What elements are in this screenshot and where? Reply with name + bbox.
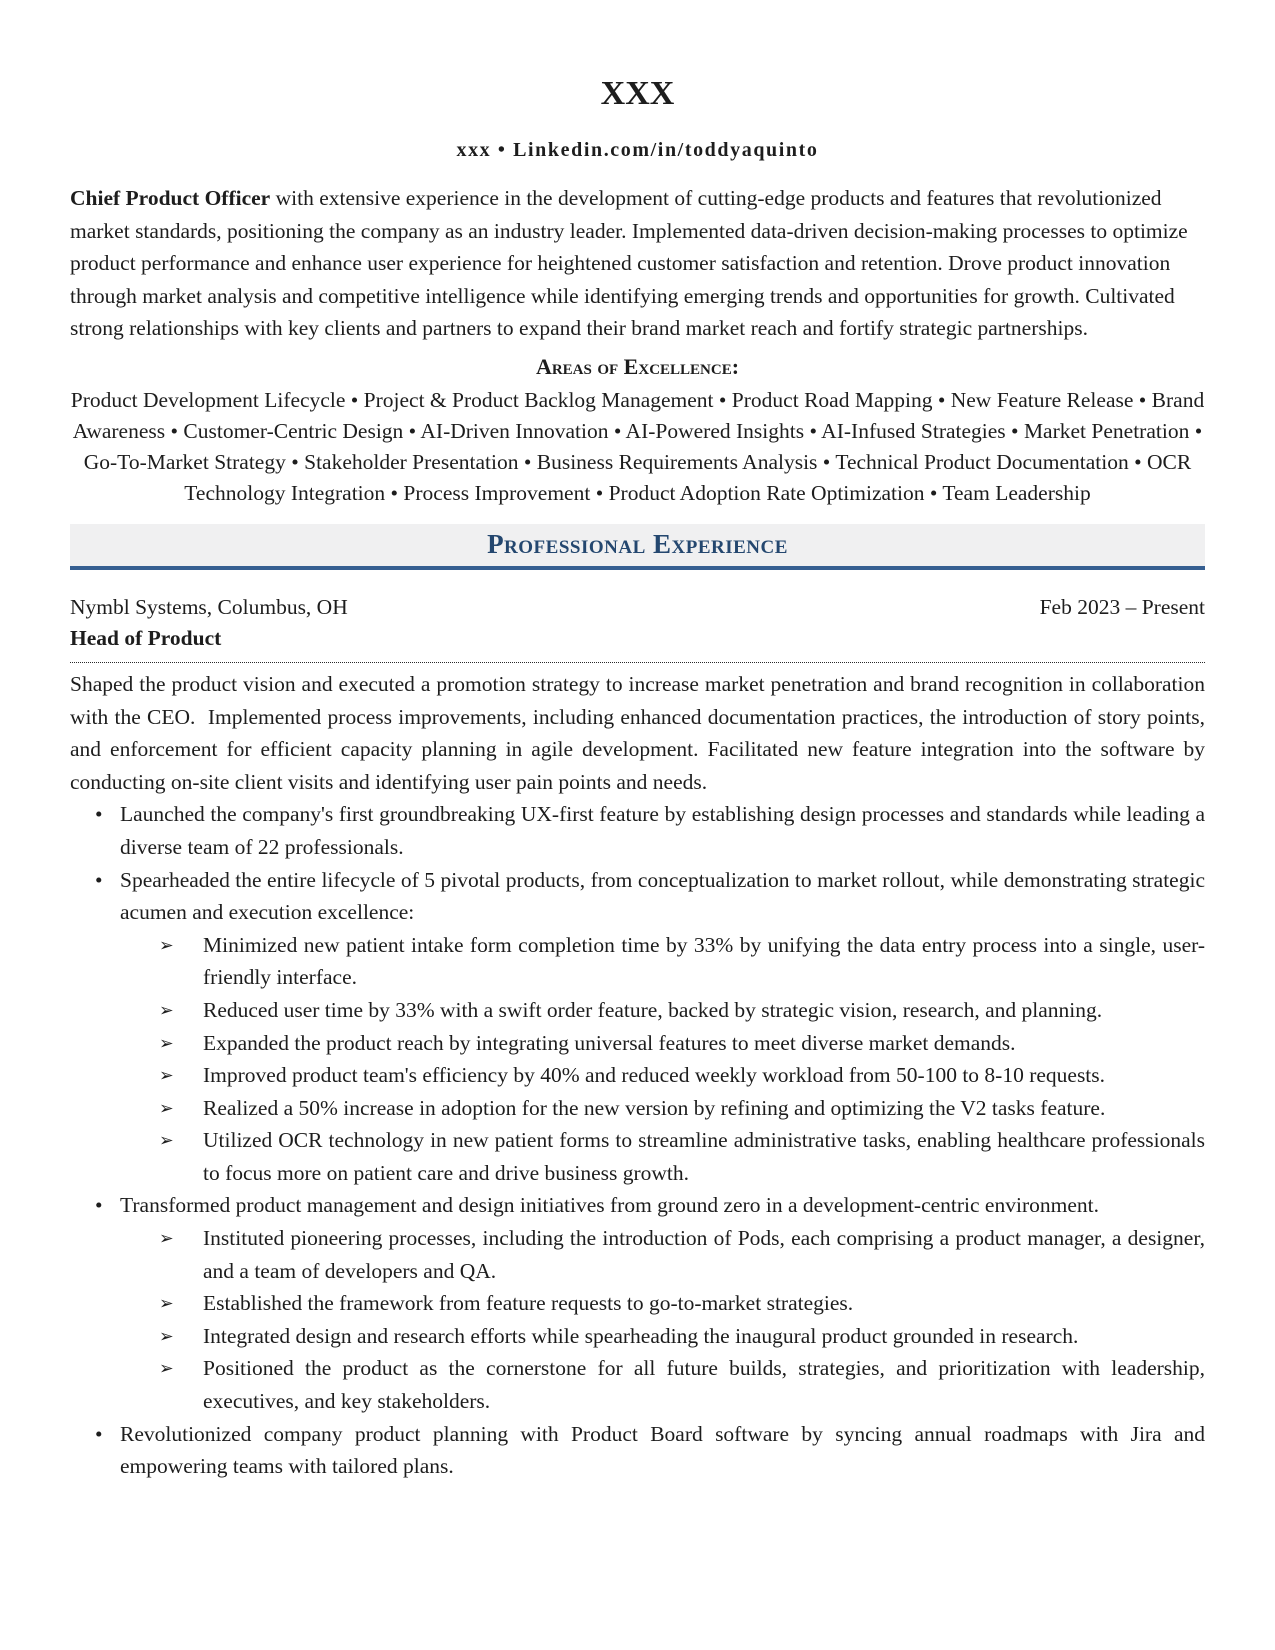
sub-bullet-arrow-marker: ➢: [159, 1229, 174, 1250]
sub-bullet-text: Realized a 50% increase in adoption for the new version by refining and optimizing the V2 tasks feature.: [203, 1095, 1106, 1120]
sub-bullet-item: [70, 1222, 1205, 1287]
sub-bullet-text: Established the framework from feature requests to go-to-market strategies.: [203, 1291, 854, 1316]
bullet-item: [70, 864, 1205, 929]
summary-paragraph: [70, 182, 1205, 345]
sub-bullet-text: Expanded the product reach by integrating universal features to meet diverse market demands.: [203, 1030, 1016, 1055]
candidate-name: XXX: [600, 75, 675, 112]
areas-list: Product Development Lifecycle • Project & Product Backlog Management • Product Road Mapping • New Feature Release • Brand Awareness • Customer-Centric Design • AI-Driven Innovation • AI-Powered Insights • AI-Infused Strategies • Market Penetration • Go-To-Market Strategy • Stakeholder Presentation • Business Requirements Analysis • Technical Product Documentation • OCR Technology Integration • Process Improvement • Product Adoption Rate Optimization • Team Leadership: [70, 387, 1205, 505]
bullet-item: [70, 798, 1205, 863]
bullet-item: [70, 1189, 1205, 1222]
professional-experience-section-band: [70, 524, 1205, 570]
bullet-text: Revolutionized company product planning with Product Board software by syncing annual roadmaps with Jira and empowering teams with tailored plans.: [120, 1421, 1205, 1479]
summary-body: with extensive experience in the development of cutting-edge products and features that revolutionized market standards, positioning the company as an industry leader. Implemented data-driven decision-making processes to optimize product performance and enhance user experience for heightened customer satisfaction and retention. Drove product innovation through market analysis and competitive intelligence while identifying emerging trends and opportunities for growth. Cultivated strong relationships with key clients and partners to expand their brand market reach and fortify strategic partnerships.: [70, 186, 1188, 341]
sub-bullet-item: [70, 1124, 1205, 1189]
sub-bullet-text: Utilized OCR technology in new patient forms to streamline administrative tasks, enabling healthcare professionals to focus more on patient care and drive business growth.: [203, 1128, 1205, 1185]
job-header-row: [70, 591, 1205, 623]
contact-line: xxx • Linkedin.com/in/toddyaquinto: [456, 139, 819, 161]
sub-bullet-arrow-marker: ➢: [159, 1098, 174, 1119]
job-dates: Feb 2023 – Present: [1039, 594, 1205, 619]
job-description: Shaped the product vision and executed a promotion strategy to increase market penetration and brand recognition in collaboration with the CEO. Implemented process improvements, including enhanced documentation practices, the introduction of story points, and enforcement for efficient capacity planning in agile development. Facilitated new feature integration into the software by conducting on-site client visits and identifying user pain points and needs.: [70, 671, 1211, 794]
professional-experience-heading: Professional Experience: [487, 528, 788, 559]
sub-bullet-item: [70, 1092, 1205, 1125]
sub-bullet-item: [70, 1287, 1205, 1320]
sub-bullet-item: [70, 1059, 1205, 1092]
bullet-marker: •: [95, 1421, 103, 1446]
sub-bullet-arrow-marker: ➢: [159, 1131, 174, 1152]
bullet-list: [70, 798, 1205, 1482]
areas-of-excellence-heading: Areas of Excellence:: [535, 353, 740, 379]
sub-bullet-text: Integrated design and research efforts while spearheading the inaugural product grounded in research.: [203, 1323, 1079, 1348]
bullet-marker: •: [95, 867, 103, 892]
sub-bullet-arrow-marker: ➢: [159, 1294, 174, 1315]
sub-bullet-arrow-marker: ➢: [159, 935, 174, 956]
sub-bullet-arrow-marker: ➢: [159, 1000, 174, 1021]
sub-bullet-text: Minimized new patient intake form completion time by 33% by unifying the data entry process into a single, user-friendly interface.: [203, 932, 1205, 990]
sub-bullet-item: [70, 994, 1205, 1027]
sub-bullet-item: [70, 1027, 1205, 1060]
bullet-text: Launched the company's first groundbreaking UX-first feature by establishing design processes and standards while leading a diverse team of 22 professionals.: [120, 802, 1205, 859]
sub-bullet-item: [70, 1352, 1205, 1417]
job-entry: [70, 591, 1211, 1483]
bullet-text: Spearheaded the entire lifecycle of 5 pivotal products, from conceptualization to market rollout, while demonstrating strategic acumen and execution excellence:: [120, 867, 1205, 925]
bullet-item: [70, 1418, 1205, 1483]
sub-bullet-item: [70, 929, 1205, 994]
bullet-marker: •: [95, 1193, 103, 1218]
sub-bullet-arrow-marker: ➢: [159, 1066, 174, 1087]
sub-bullet-text: Reduced user time by 33% with a swift order feature, backed by strategic vision, research, and planning.: [203, 997, 1103, 1022]
sub-bullet-arrow-marker: ➢: [159, 1033, 174, 1054]
sub-bullet-arrow-marker: ➢: [159, 1326, 174, 1347]
sub-bullet-text: Instituted pioneering processes, including the introduction of Pods, each comprising a product manager, a designer, and a team of developers and QA.: [203, 1226, 1205, 1283]
summary-lead: Chief Product Officer: [70, 186, 271, 210]
sub-bullet-arrow-marker: ➢: [159, 1359, 174, 1380]
bullet-text: Transformed product management and design initiatives from ground zero in a development-centric environment.: [120, 1193, 1099, 1218]
sub-bullet-text: Positioned the product as the cornerstone for all future builds, strategies, and prioritization with leadership, executives, and key stakeholders.: [203, 1356, 1205, 1414]
job-title: Head of Product: [70, 623, 1205, 663]
sub-bullet-item: [70, 1320, 1205, 1353]
sub-bullet-text: Improved product team's efficiency by 40% and reduced weekly workload from 50-100 to 8-10 requests.: [203, 1063, 1106, 1088]
bullet-marker: •: [95, 802, 103, 827]
job-company: Nymbl Systems, Columbus, OH: [70, 594, 348, 619]
